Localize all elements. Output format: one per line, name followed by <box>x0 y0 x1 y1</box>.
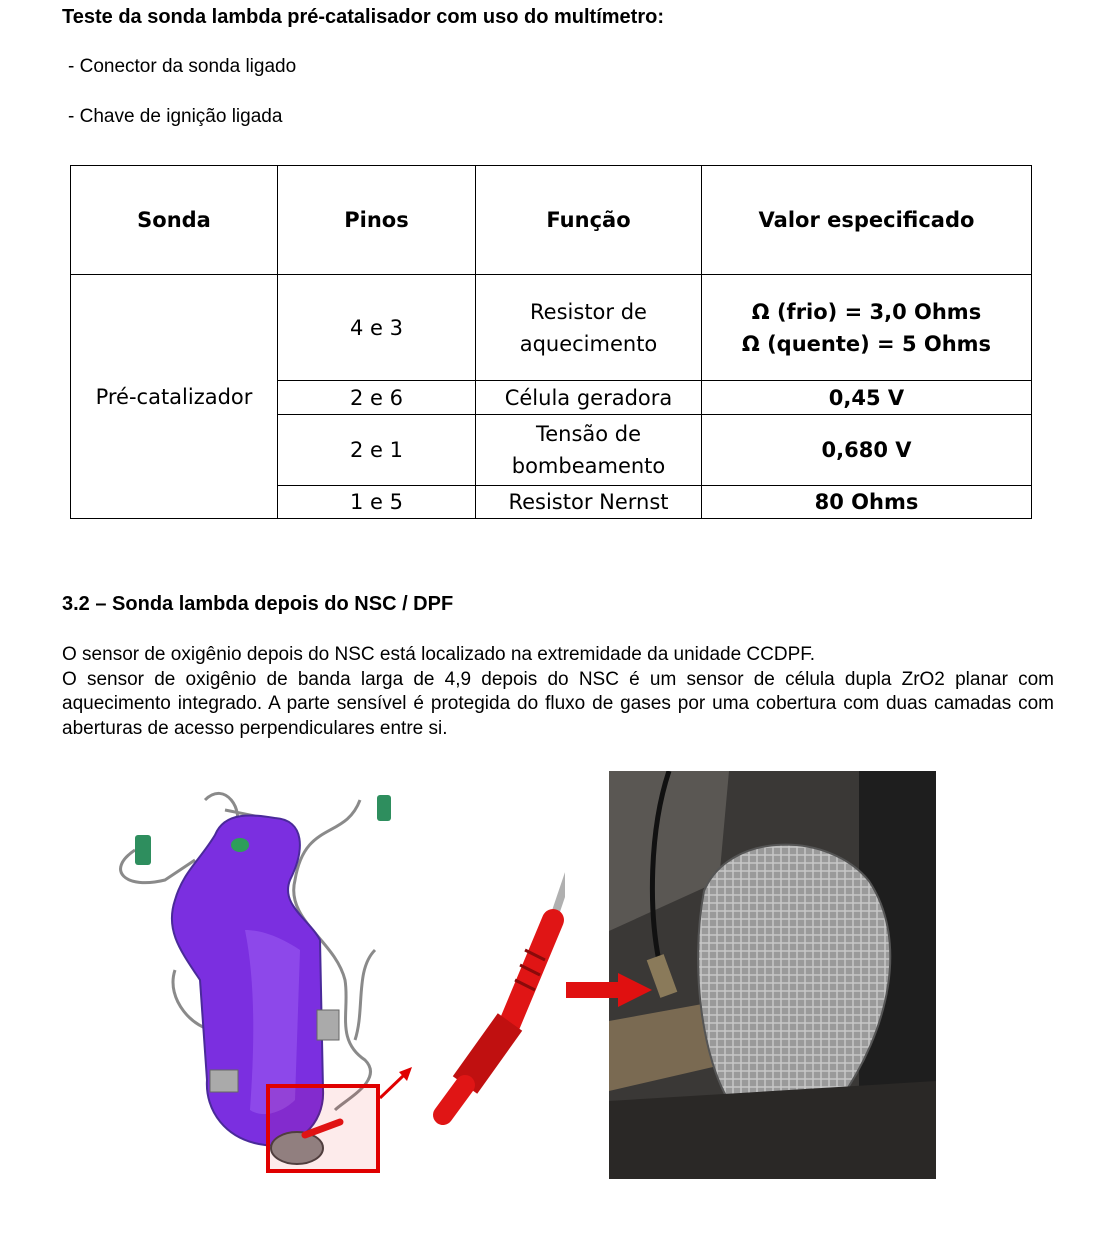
cell-valor: 80 Ohms <box>702 486 1032 519</box>
table-header-row <box>71 166 1032 275</box>
paragraph-line: O sensor de oxigênio de banda larga de 4,9 depois do NSC é um sensor de célula dupla ZrO2 planar com aquecimento integrado. A parte sensível é protegida do fluxo de gases por uma cobertura com duas camadas com aberturas de acesso perpendiculares entre si. <box>62 668 1054 739</box>
bracket <box>317 1010 339 1040</box>
header-funcao: Função <box>476 166 702 275</box>
header-pinos: Pinos <box>278 166 476 275</box>
cell-valor <box>702 275 1032 381</box>
lambda-spec-table <box>70 165 1032 519</box>
undercar-photo <box>609 771 936 1179</box>
paragraph-line: O sensor de oxigênio depois do NSC está localizado na extremidade da unidade CCDPF. <box>62 644 816 665</box>
green-connector-left <box>135 835 151 865</box>
description-paragraph <box>62 643 1054 741</box>
dpf-sensor-illustration <box>105 780 565 1180</box>
cell-funcao <box>476 275 702 381</box>
cell-valor: 0,45 V <box>702 381 1032 415</box>
dpf-top-port <box>231 838 249 852</box>
green-connector-right <box>377 795 391 821</box>
funcao-line: Resistor de <box>530 299 647 324</box>
cell-funcao: Resistor Nernst <box>476 486 702 519</box>
header-sonda: Sonda <box>71 166 278 275</box>
table-row <box>71 275 1032 381</box>
oxygen-sensor <box>443 855 565 1115</box>
cell-pinos: 1 e 5 <box>278 486 476 519</box>
bullet-connector: - Conector da sonda ligado <box>68 56 297 77</box>
bullet-ignition: - Chave de ignição ligada <box>68 106 283 127</box>
bracket <box>210 1070 238 1092</box>
red-pointer-arrow-icon <box>566 973 656 1007</box>
header-valor: Valor especificado <box>702 166 1032 275</box>
cell-pinos: 2 e 6 <box>278 381 476 415</box>
funcao-line: Tensão de <box>535 422 642 446</box>
section-heading: Teste da sonda lambda pré-catalisador com uso do multímetro: <box>62 6 664 28</box>
sensor-callout-box <box>268 1086 378 1171</box>
section-heading-nsc-dpf: 3.2 – Sonda lambda depois do NSC / DPF <box>62 593 454 615</box>
funcao-line: bombeamento <box>511 454 666 478</box>
cell-funcao: Célula geradora <box>476 381 702 415</box>
cell-pinos: 2 e 1 <box>278 415 476 486</box>
cell-valor: 0,680 V <box>702 415 1032 486</box>
cell-funcao <box>476 415 702 486</box>
funcao-line: aquecimento <box>519 331 658 356</box>
cell-sonda: Pré-catalizador <box>71 275 278 519</box>
cell-pinos: 4 e 3 <box>278 275 476 381</box>
valor-line: Ω (quente) = 5 Ohms <box>741 331 992 356</box>
valor-line: Ω (frio) = 3,0 Ohms <box>751 299 982 324</box>
callout-arrow <box>380 1076 403 1098</box>
